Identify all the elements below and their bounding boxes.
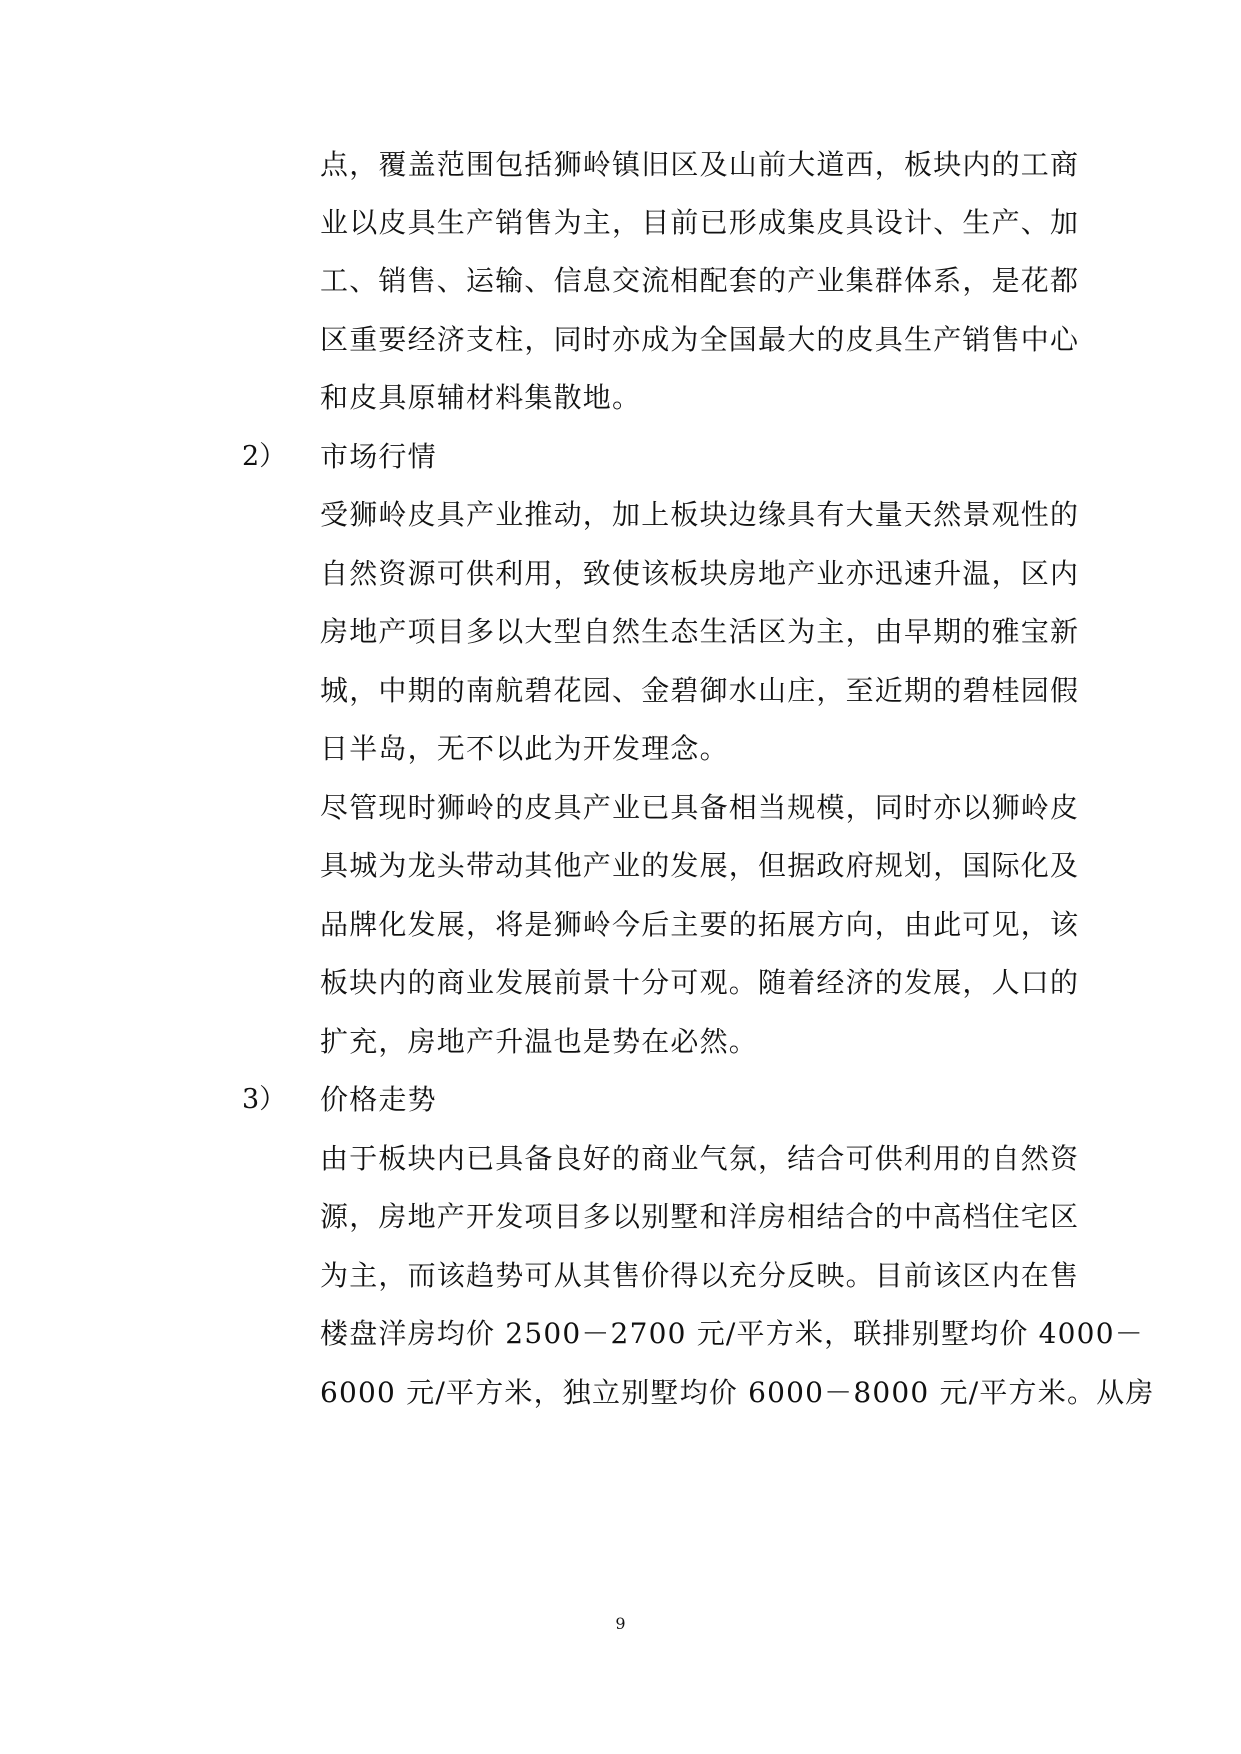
intro-line-4: 区重要经济支柱，同时亦成为全国最大的皮具生产销售中心 [320, 323, 1080, 356]
section-2-p2-line-1: 尽管现时狮岭的皮具产业已具备相当规模，同时亦以狮岭皮 [320, 791, 1080, 824]
section-2-title: 市场行情 [320, 440, 437, 473]
section-3-p1-line-3: 为主，而该趋势可从其售价得以充分反映。目前该区内在售 [320, 1259, 1080, 1292]
section-2-p2-line-3: 品牌化发展，将是狮岭今后主要的拓展方向，由此可见，该 [320, 908, 1080, 941]
intro-line-5: 和皮具原辅材料集散地。 [320, 381, 642, 414]
page-number: 9 [615, 1614, 626, 1633]
section-2-p1-line-3: 房地产项目多以大型自然生态生活区为主，由早期的雅宝新 [320, 615, 1080, 648]
section-2-p2-line-5: 扩充，房地产升温也是势在必然。 [320, 1025, 759, 1058]
section-3-p1-line-1: 由于板块内已具备良好的商业气氛，结合可供利用的自然资 [320, 1142, 1080, 1175]
section-2-number: 2） [242, 441, 287, 472]
section-2-p2-line-2: 具城为龙头带动其他产业的发展，但据政府规划，国际化及 [320, 849, 1080, 882]
section-2-p1-line-4: 城，中期的南航碧花园、金碧御水山庄，至近期的碧桂园假 [320, 674, 1080, 707]
intro-line-3: 工、销售、运输、信息交流相配套的产业集群体系，是花都 [320, 264, 1080, 297]
section-3-title: 价格走势 [320, 1083, 437, 1116]
section-3-p1-line-4: 楼盘洋房均价 2500－2700 元/平方米，联排别墅均价 4000－ [320, 1317, 1144, 1350]
section-2-p2-line-4: 板块内的商业发展前景十分可观。随着经济的发展，人口的 [320, 966, 1080, 999]
intro-line-2: 业以皮具生产销售为主，目前已形成集皮具设计、生产、加 [320, 206, 1080, 239]
intro-line-1: 点，覆盖范围包括狮岭镇旧区及山前大道西，板块内的工商 [320, 148, 1080, 181]
section-2-p1-line-5: 日半岛，无不以此为开发理念。 [320, 732, 729, 765]
section-2-p1-line-1: 受狮岭皮具产业推动，加上板块边缘具有大量天然景观性的 [320, 498, 1080, 531]
section-2-p1-line-2: 自然资源可供利用，致使该板块房地产业亦迅速升温，区内 [320, 557, 1080, 590]
section-3-p1-line-5: 6000 元/平方米，独立别墅均价 6000－8000 元/平方米。从房 [320, 1376, 1155, 1409]
section-3-p1-line-2: 源，房地产开发项目多以别墅和洋房相结合的中高档住宅区 [320, 1200, 1080, 1233]
section-3-number: 3） [242, 1084, 287, 1115]
